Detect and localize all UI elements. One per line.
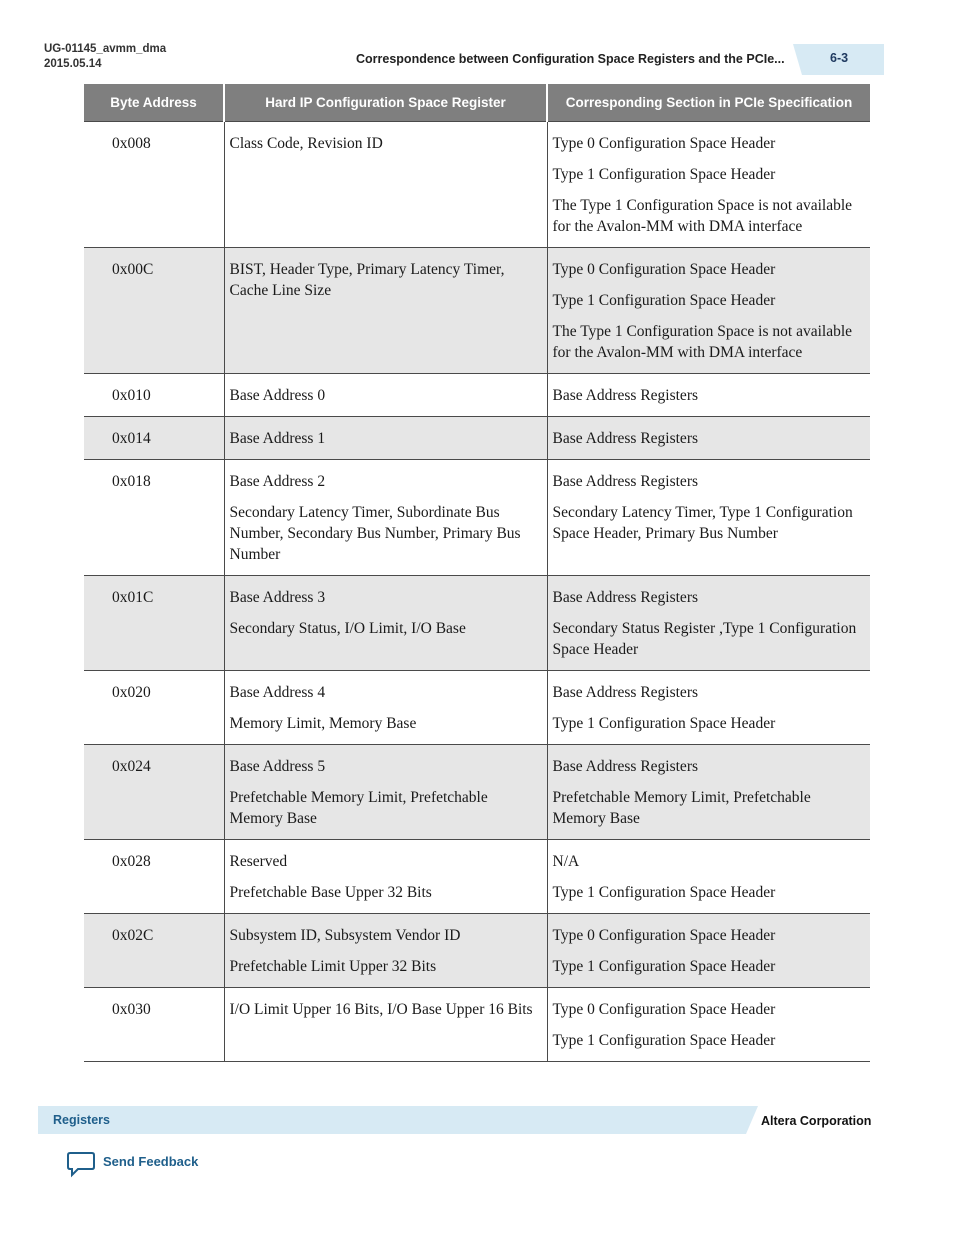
- running-title: Correspondence between Configuration Space Registers and the PCIe...: [356, 52, 785, 66]
- table-row: [84, 840, 870, 914]
- spec-section-text: Type 1 Configuration Space Header: [552, 715, 776, 732]
- register-cell: [224, 576, 547, 671]
- register-text: Base Address 1: [229, 430, 326, 447]
- column-header: Corresponding Section in PCIe Specification: [547, 84, 870, 122]
- byte-address-cell: 0x02C: [84, 914, 224, 988]
- spec-section-cell: [547, 914, 870, 988]
- register-cell: [224, 988, 547, 1062]
- spec-section-text: Type 1 Configuration Space Header: [552, 1032, 776, 1049]
- spec-section-text: Base Address Registers: [552, 430, 699, 447]
- page-number-box: [802, 44, 884, 75]
- spec-section-text: Type 0 Configuration Space Header: [552, 135, 776, 152]
- register-text: Reserved: [229, 853, 288, 870]
- spec-section-text: Base Address Registers: [552, 473, 699, 490]
- table-row: [84, 122, 870, 248]
- spec-section-text: Base Address Registers: [552, 589, 699, 606]
- register-text: Prefetchable Memory Limit, Prefetchable Memory Base: [229, 789, 488, 827]
- section-link[interactable]: Registers: [53, 1113, 110, 1127]
- register-text: Memory Limit, Memory Base: [229, 715, 417, 732]
- spec-section-text: Secondary Status Register ,Type 1 Configuration Space Header: [552, 620, 857, 658]
- spec-section-cell: [547, 248, 870, 374]
- spec-section-cell: [547, 417, 870, 460]
- spec-section-cell: [547, 460, 870, 576]
- register-cell: [224, 914, 547, 988]
- spec-section-cell: [547, 745, 870, 840]
- spec-section-text: Base Address Registers: [552, 684, 699, 701]
- doc-id-code: UG-01145_avmm_dma: [44, 43, 167, 55]
- column-header: Hard IP Configuration Space Register: [224, 84, 547, 122]
- page-number: 6-3: [830, 51, 849, 65]
- byte-address-cell: 0x00C: [84, 248, 224, 374]
- byte-address-cell: 0x028: [84, 840, 224, 914]
- register-table: [84, 84, 870, 1062]
- table-header-row: [84, 84, 870, 122]
- register-cell: [224, 671, 547, 745]
- table-body: [84, 122, 870, 1062]
- table-row: [84, 745, 870, 840]
- register-cell: [224, 122, 547, 248]
- register-cell: [224, 417, 547, 460]
- table-row: [84, 988, 870, 1062]
- spec-section-text: Type 0 Configuration Space Header: [552, 1001, 776, 1018]
- register-text: Base Address 3: [229, 589, 326, 606]
- register-cell: [224, 460, 547, 576]
- table-row: [84, 374, 870, 417]
- byte-address-cell: 0x010: [84, 374, 224, 417]
- byte-address-cell: 0x008: [84, 122, 224, 248]
- doc-date: 2015.05.14: [44, 58, 102, 70]
- footer-band: [38, 1106, 746, 1134]
- table-row: [84, 576, 870, 671]
- spec-section-cell: [547, 671, 870, 745]
- table-row: [84, 460, 870, 576]
- spec-section-text: The Type 1 Configuration Space is not available for the Avalon-MM with DMA interface: [552, 197, 853, 235]
- register-cell: [224, 745, 547, 840]
- company-name: Altera Corporation: [761, 1114, 872, 1128]
- register-text: Subsystem ID, Subsystem Vendor ID: [229, 927, 461, 944]
- table-row: [84, 671, 870, 745]
- table-row: [84, 914, 870, 988]
- spec-section-text: Type 0 Configuration Space Header: [552, 927, 776, 944]
- spec-section-text: Secondary Latency Timer, Type 1 Configuration Space Header, Primary Bus Number: [552, 504, 853, 542]
- spec-section-text: The Type 1 Configuration Space is not available for the Avalon-MM with DMA interface: [552, 323, 853, 361]
- register-text: Base Address 0: [229, 387, 326, 404]
- spec-section-text: Prefetchable Memory Limit, Prefetchable Memory Base: [552, 789, 811, 827]
- send-feedback-label[interactable]: Send Feedback: [103, 1154, 199, 1169]
- byte-address-cell: 0x024: [84, 745, 224, 840]
- spec-section-cell: [547, 576, 870, 671]
- register-cell: [224, 248, 547, 374]
- register-text: Secondary Status, I/O Limit, I/O Base: [229, 620, 466, 637]
- column-header: Byte Address: [84, 84, 224, 122]
- table-row: [84, 248, 870, 374]
- register-text: Base Address 4: [229, 684, 326, 701]
- register-text: Base Address 2: [229, 473, 326, 490]
- byte-address-cell: 0x01C: [84, 576, 224, 671]
- spec-section-cell: [547, 122, 870, 248]
- spec-section-cell: [547, 840, 870, 914]
- spec-section-text: Base Address Registers: [552, 758, 699, 775]
- spec-section-text: Base Address Registers: [552, 387, 699, 404]
- spec-section-text: Type 1 Configuration Space Header: [552, 292, 776, 309]
- byte-address-cell: 0x020: [84, 671, 224, 745]
- spec-section-cell: [547, 988, 870, 1062]
- register-cell: [224, 840, 547, 914]
- register-text: Secondary Latency Timer, Subordinate Bus Number, Secondary Bus Number, Primary Bus Number: [229, 504, 521, 563]
- spec-section-cell: [547, 374, 870, 417]
- byte-address-cell: 0x030: [84, 988, 224, 1062]
- register-text: Prefetchable Base Upper 32 Bits: [229, 884, 432, 901]
- spec-section-text: Type 1 Configuration Space Header: [552, 884, 776, 901]
- table-row: [84, 417, 870, 460]
- register-cell: [224, 374, 547, 417]
- spec-section-text: Type 0 Configuration Space Header: [552, 261, 776, 278]
- register-text: Prefetchable Limit Upper 32 Bits: [229, 958, 437, 975]
- document-id: [44, 42, 166, 72]
- spec-section-text: Type 1 Configuration Space Header: [552, 958, 776, 975]
- register-text: I/O Limit Upper 16 Bits, I/O Base Upper 16 Bits: [229, 1001, 533, 1018]
- spec-section-text: N/A: [552, 853, 580, 870]
- byte-address-cell: 0x018: [84, 460, 224, 576]
- register-text: Class Code, Revision ID: [229, 135, 383, 152]
- register-text: BIST, Header Type, Primary Latency Timer, Cache Line Size: [229, 261, 505, 299]
- speech-bubble-icon: [66, 1150, 96, 1178]
- spec-section-text: Type 1 Configuration Space Header: [552, 166, 776, 183]
- byte-address-cell: 0x014: [84, 417, 224, 460]
- register-text: Base Address 5: [229, 758, 326, 775]
